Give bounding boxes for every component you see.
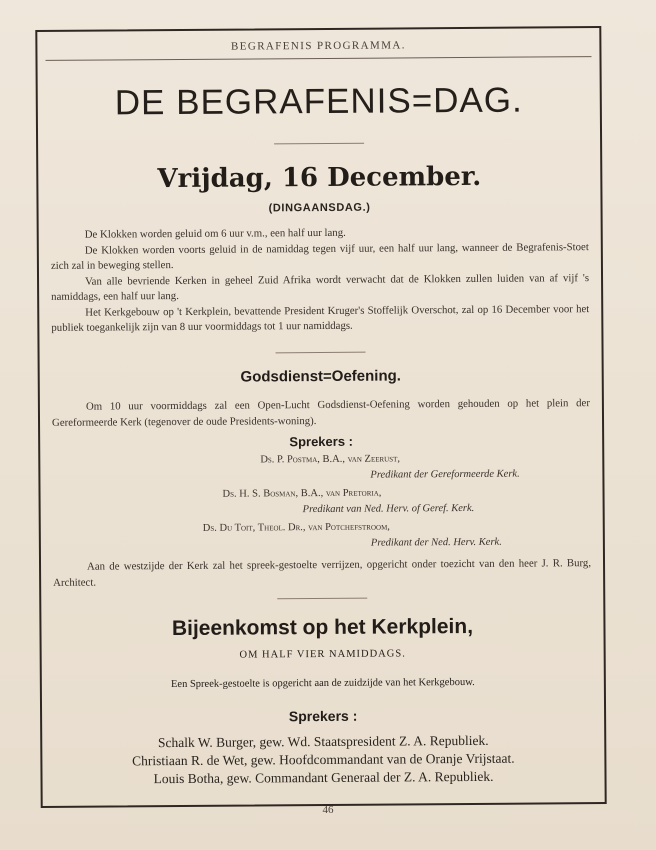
speakers-heading: Sprekers : — [289, 433, 354, 450]
speaker-name: Ds. P. Postma, B.A., van Zeerust, — [260, 453, 401, 466]
section1-closing — [53, 556, 591, 591]
meeting-time: OM HALF VIER NAMIDDAGS. — [239, 648, 406, 661]
divider — [276, 352, 366, 354]
main-speaker: Christiaan R. de Wet, gew. Hoofdcommandant van de Oranje Vrijstaat. — [132, 750, 515, 769]
page-number: 46 — [322, 804, 334, 816]
closing-paragraph: Aan de westzijde der Kerk zal het spreek-gestoelte verrijzen, opgericht onder toezicht van den heer J. R. Burg, Architect. — [53, 557, 592, 589]
speaker-role: Predikant der Ned. Herv. Kerk. — [370, 536, 502, 549]
speakers-heading: Sprekers : — [288, 707, 358, 725]
section1-text — [52, 396, 590, 431]
page-frame — [35, 26, 606, 808]
intro-line: De Klokken worden voorts geluid in de namiddag tegen vijf uur, een half uur lang, wanneer de Begrafenis-Stoet zich zal in beweging stellen. — [50, 240, 589, 272]
date-subtitle: (DINGAANSDAG.) — [268, 201, 371, 215]
header-rule — [46, 56, 592, 61]
speaker-name: Ds. H. S. Bosman, B.A., van Pretoria, — [222, 487, 382, 500]
main-speaker: Louis Botha, gew. Commandant Generaal der Z. A. Republiek. — [153, 768, 494, 787]
speaker-role: Predikant der Gereformeerde Kerk. — [370, 468, 520, 481]
date-heading: Vrijdag, 16 December. — [157, 161, 482, 195]
intro-line: Van alle bevriende Kerken in geheel Zuid Afrika wordt verwacht dat de Klokken zullen luiden van af vijf 's namiddags, een half uur lang. — [51, 271, 590, 303]
section1-paragraph: Om 10 uur voormiddags zal een Open-Lucht Godsdienst-Oefening worden gehouden op het plein der Gereformeerde Kerk (tegenover de oude Presidents-woning). — [51, 397, 590, 429]
speaker-name: Ds. Du Toit, Theol. Dr., van Potchefstroom, — [202, 521, 390, 534]
page-title: DE BEGRAFENIS=DAG. — [114, 80, 523, 123]
running-header: BEGRAFENIS PROGRAMMA. — [230, 39, 406, 53]
section-heading-bijeenkomst: Bijeenkomst op het Kerkplein, — [171, 614, 474, 641]
section2-text: Een Spreek-gestoelte is opgericht aan de zuidzijde van het Kerkgebouw. — [170, 676, 475, 691]
divider — [274, 143, 364, 145]
intro-text — [51, 224, 590, 336]
intro-line: Het Kerkgebouw op 't Kerkplein, bevattende President Kruger's Stoffelijk Overschot, zal op 16 December voor het publiek toegankelijk zijn van 8 uur voormiddags tot 1 uur namiddags. — [51, 302, 590, 334]
section-heading-godsdienst: Godsdienst=Oefening. — [240, 367, 401, 386]
main-speaker: Schalk W. Burger, gew. Wd. Staatspresident Z. A. Republiek. — [157, 732, 489, 751]
speaker-role: Predikant van Ned. Herv. of Geref. Kerk. — [302, 502, 475, 516]
divider — [277, 598, 367, 600]
intro-line: De Klokken worden geluid om 6 uur v.m., een half uur lang. — [84, 226, 346, 241]
